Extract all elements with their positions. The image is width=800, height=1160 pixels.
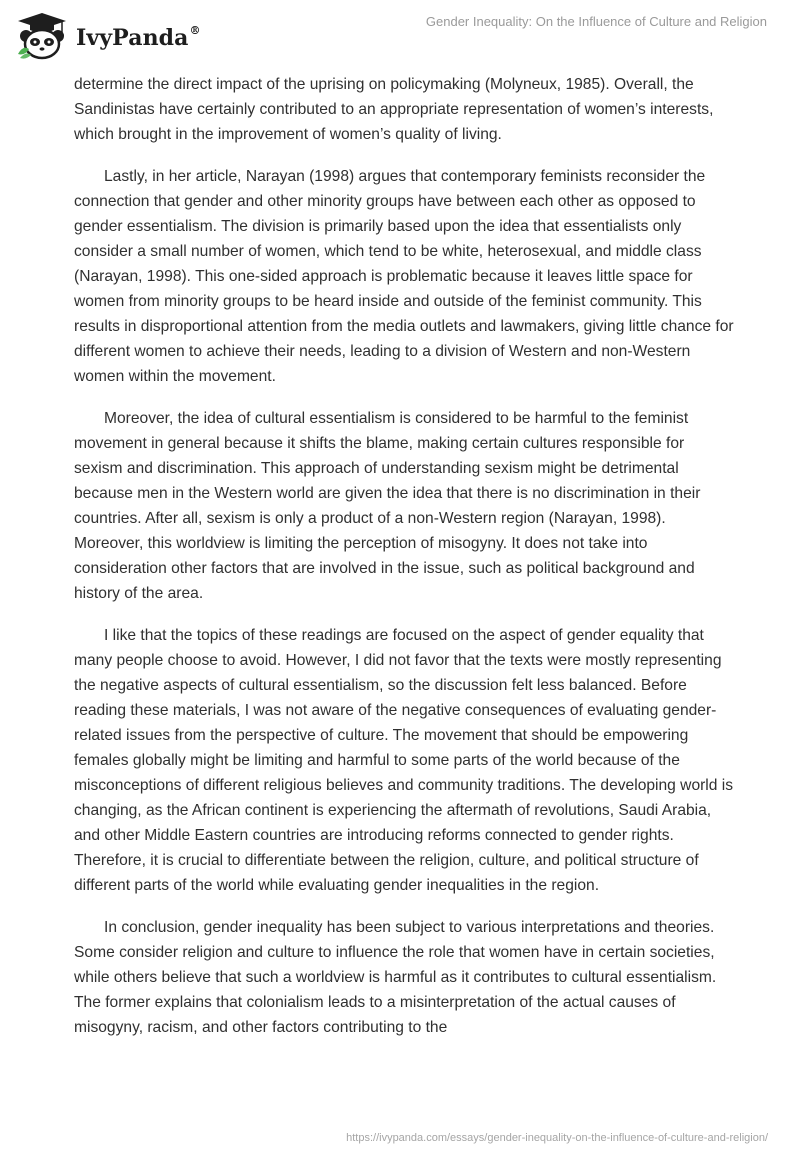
panda-graduate-icon xyxy=(14,10,70,60)
paragraph-1: determine the direct impact of the uprising on policymaking (Molyneux, 1985). Overall, the Sandinistas have certainly contributed to an appropriate representation of women’s interests, which brought in the improvement of women’s quality of living. xyxy=(74,76,714,143)
brand-name: IvyPanda® xyxy=(76,23,201,51)
source-url-link[interactable]: https://ivypanda.com/essays/gender-inequality-on-the-influence-of-culture-and-religion/ xyxy=(346,1132,768,1144)
paragraph-4: I like that the topics of these readings are focused on the aspect of gender equality that many people choose to avoid. However, I did not favor that the texts were mostly representing the negative aspects of cultural essentialism, so the discussion felt less balanced. Before reading these materials, I was not aware of the negative consequences of evaluating gender-related issues from the perspective of culture. The movement that should be empowering females globally might be limiting and harmful to some parts of the world because of the misconceptions of different religious believes and community traditions. The developing world is changing, as the African continent is experiencing the aftermath of revolutions, Saudi Arabia, and other Middle Eastern countries are introducing reforms connected to gender rights. Therefore, it is crucial to differentiate between the religion, culture, and political structure of different parts of the world while evaluating gender inequalities in the region. xyxy=(74,627,734,894)
registered-mark: ® xyxy=(189,23,201,37)
brand-logo[interactable] xyxy=(14,10,201,60)
paragraph-5: In conclusion, gender inequality has been subject to various interpretations and theories. Some consider religion and culture to influence the role that women have in certain societies, while others believe that such a worldview is harmful as it contributes to cultural essentialism. The former explains that colonialism leads to a misinterpretation of the actual causes of misogyny, racism, and other factors contributing to the xyxy=(74,919,717,1036)
paragraph-3: Moreover, the idea of cultural essentialism is considered to be harmful to the feminist movement in general because it shifts the blame, making certain cultures responsible for sexism and discrimination. This approach of understanding sexism might be detrimental because men in the Western world are given the idea that there is no discrimination in their countries. After all, sexism is only a product of a non-Western region (Narayan, 1998). Moreover, this worldview is limiting the perception of misogyny. It does not take into consideration other factors that are involved in the issue, such as political background and history of the area. xyxy=(74,410,701,602)
paragraph-2: Lastly, in her article, Narayan (1998) argues that contemporary feminists reconsider the connection that gender and other minority groups have between each other as opposed to gender essentialism. The division is primarily based upon the idea that essentialists only consider a small number of women, which tend to be white, heterosexual, and middle class (Narayan, 1998). This one-sided approach is problematic because it leaves little space for women from minority groups to be heard inside and outside of the feminist community. This results in disproportional attention from the media outlets and lawmakers, giving little chance for different women to achieve their needs, leading to a division of Western and non-Western women within the movement. xyxy=(74,168,734,385)
page-header xyxy=(0,0,800,70)
document-title: Gender Inequality: On the Influence of Culture and Religion xyxy=(425,14,767,29)
essay-body xyxy=(74,72,734,1057)
